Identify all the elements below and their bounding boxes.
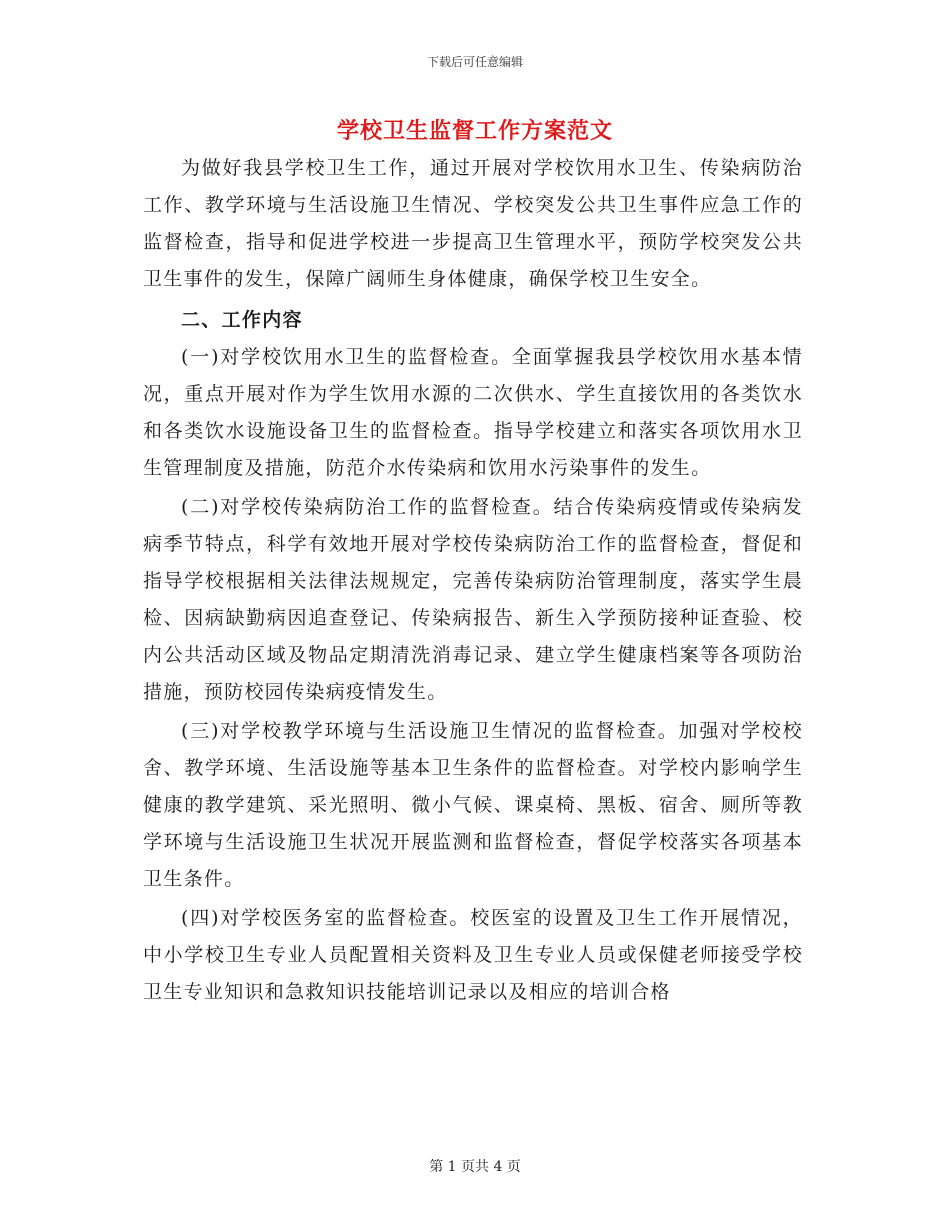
section-heading: 二、工作内容 (181, 309, 303, 331)
paragraph-drinking-water: (一)对学校饮用水卫生的监督检查。全面掌握我县学校饮用水基本情况，重点开展对作为学生饮用水源的二次供水、学生直接饮用的各类饮水和各类饮水设施设备卫生的监督检查。指导学校建立和落实各项饮用水卫生管理制度及措施，防范介水传染病和饮用水污染事件的发生。 (143, 346, 803, 479)
paragraph-teaching-environment: (三)对学校教学环境与生活设施卫生情况的监督检查。加强对学校校舍、教学环境、生活设施等基本卫生条件的监督检查。对学校内影响学生健康的教学建筑、采光照明、微小气候、课桌椅、黑板、宿舍、厕所等教学环境与生活设施卫生状况开展监测和监督检查，督促学校落实各项基本卫生条件。 (143, 720, 803, 890)
paragraph-infirmary: (四)对学校医务室的监督检查。校医室的设置及卫生工作开展情况，中小学校卫生专业人员配置相关资料及卫生专业人员或保健老师接受学校卫生专业知识和急救知识技能培训记录以及相应的培训合格 (143, 907, 803, 1003)
paragraph-infectious-disease: (二)对学校传染病防治工作的监督检查。结合传染病疫情或传染病发病季节特点，科学有效地开展对学校传染病防治工作的监督检查，督促和指导学校根据相关法律法规规定，完善传染病防治管理制度，落实学生晨检、因病缺勤病因追查登记、传染病报告、新生入学预防接种证查验、校内公共活动区域及物品定期清洗消毒记录、建立学生健康档案等各项防治措施，预防校园传染病疫情发生。 (143, 496, 803, 703)
intro-paragraph: 为做好我县学校卫生工作，通过开展对学校饮用水卫生、传染病防治工作、教学环境与生活设施卫生情况、学校突发公共卫生事件应急工作的监督检查，指导和促进学校进一步提高卫生管理水平，预防学校突发公共卫生事件的发生，保障广阔师生身体健康，确保学校卫生安全。 (143, 157, 803, 290)
page-indicator: 第 1 页共 4 页 (429, 1159, 521, 1175)
page-header-note: 下载后可任意编辑 (426, 55, 523, 69)
document-body (143, 150, 803, 1013)
document-title: 学校卫生监督工作方案范文 (336, 118, 613, 144)
